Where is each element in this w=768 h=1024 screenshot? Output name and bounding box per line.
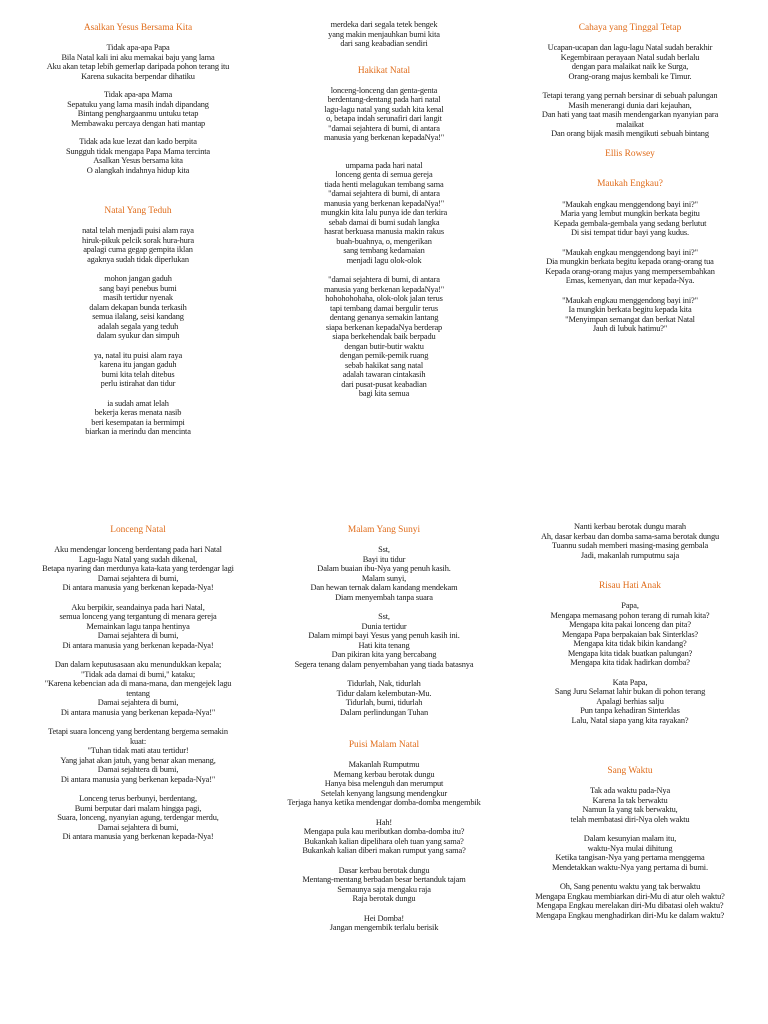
poem-line: telah membatasi diri-Nya oleh waktu (570, 814, 690, 824)
poem-line: Mengapa Engkau menghadirkan diri-Mu ke dalam waktu? (535, 910, 725, 920)
stanza (268, 161, 500, 266)
poem-line: Yang jahat akan jatuh, yang benar akan menang, (60, 755, 216, 765)
poem-line: dengan para malaikat naik ke Surga, (571, 62, 689, 71)
stanza (514, 43, 746, 81)
poem-line: "Karena kebencian ada di mana-mana, dan mengejek lagu (44, 679, 232, 688)
poem-asalkan-yesus (22, 22, 254, 446)
poem-line: agaknya sudah tidak diperlukan (87, 254, 189, 264)
poem-title: Cahaya yang Tinggal Tetap (578, 23, 682, 33)
poem-line: Mengapa Engkau membiarkan diri-Mu di atur oleh waktu? (535, 891, 725, 901)
poem-line: Sepatuku yang lama masih indah dipandang (67, 99, 209, 109)
poem-line: dari pusat-pusat keabadian (341, 379, 427, 389)
poem-line: Sst, (378, 545, 390, 554)
stanza (22, 727, 254, 784)
poem-line: "Maukah engkau menggendong bayi ini?" (562, 199, 698, 209)
stanza (514, 882, 746, 920)
stanza (22, 399, 254, 437)
poem-line: dengan pemik-pemik ruang (339, 351, 429, 360)
poem-line: Raja berotak dungu (352, 894, 416, 903)
poem-line: Dalam buaian ibu-Nya yang penuh kasih. (317, 564, 451, 573)
poem-line: Di antara manusia yang berkenan kepada-Nya! (62, 832, 214, 841)
poem-line: Malam sunyi, (361, 573, 407, 583)
poem-line: Di antara manusia yang berkenan kepada-Nya!" (60, 774, 216, 784)
poem-line: Dalam perlindungan Tuhan (339, 707, 429, 717)
poem-line: Tetapi suara lonceng yang berdentang bergema semakin (48, 727, 228, 736)
poem-line: dengan butir-butir waktu (344, 341, 424, 351)
poem-line: Jadi, makanlah rumputmu saja (580, 550, 680, 560)
poem-line: Di antara manusia yang berkenan kepada-Nya! (62, 640, 214, 650)
stanza (22, 43, 254, 81)
stanza (268, 612, 500, 669)
poem-line: Apalagi berhias salju (596, 696, 664, 706)
poem-line: "damai sejahtera di bumi, di antara (328, 123, 440, 133)
poem-line: mohon jangan gaduh (104, 274, 172, 283)
stanza (514, 786, 746, 824)
poem-line: masih tertidur nyenak (103, 293, 173, 302)
poem-line: Tuannu sudah memberi masing-masing gembala (551, 541, 709, 550)
poem-line: Di sisi tempat tidur bayi yang kudus. (571, 228, 689, 237)
poem-line: Bintang penghargaanmu untuku tetap (77, 109, 199, 118)
poem-line: Semaunya saja mengaku raja (337, 884, 431, 894)
poem-line: Kepada orang-orang majus yang mempersembahkan (545, 266, 715, 276)
poem-line: "Menyimpan semangat dan berkat Natal (565, 314, 695, 324)
poem-title: Sang Waktu (607, 766, 653, 776)
poem-line: o, betapa indah serunafiri dari langit (326, 114, 442, 123)
poem-line: Mengapa kita tidak buatkan palungan? (567, 648, 693, 658)
poem-line: Papa, (621, 601, 639, 610)
poem-line: Mengapa Papa berpakaian bak Sinterklas? (561, 629, 698, 639)
poem-line: Dunia tertidur (361, 621, 407, 631)
poem-line: Dan dalam keputusasaan aku menundukkan kepala; (54, 660, 222, 669)
poem-line: malaikat (616, 119, 644, 129)
poem-line: dentang genanya semakin lantang (329, 313, 439, 322)
poem-line: ia sudah amat lelah (107, 398, 169, 408)
stanza (268, 760, 500, 808)
poem-line: bekerja keras menata nasib (94, 408, 182, 417)
poem-line: sang tembang kedamaian (343, 246, 425, 255)
poem-line: Dan hati yang taat masih mendengarkan nyanyian para (541, 110, 719, 119)
poem-line: Di antara manusia yang berkenan kepada-Nya! (62, 583, 214, 592)
poem-line: Damai sejahtera di bumi, (97, 822, 179, 832)
poem-line: hiruk-pikuk pelcik sorak hura-hura (82, 235, 194, 245)
poem-line: Lagu-lagu Natal yang sudah dikenal, (78, 554, 198, 564)
poem-line: Orang-orang majus kembali ke Timur. (568, 71, 692, 81)
poem-line: Diam menyembah tanpa suara (335, 592, 433, 602)
stanza (22, 226, 254, 264)
poem-line: Dia mungkin berkata begitu kepada orang-orang tua (546, 257, 714, 266)
poem-line: manusia yang berkenan kepadaNya!" (323, 198, 445, 208)
stanza (22, 137, 254, 175)
poem-title: Lonceng Natal (110, 525, 166, 535)
poem-line: Dan orang bijak masih mengikuti sebuah bintang (551, 129, 709, 138)
poem-line: Asalkan Yesus bersama kita (93, 156, 183, 165)
poem-line: Karena sukacita berpendar dihatiku (81, 71, 195, 81)
poem-line: hohohohohaha, olok-olok jalan terus (325, 294, 443, 303)
poem-line: Hanya bisa melenguh dan merumput (324, 779, 444, 788)
stanza-continued (514, 522, 746, 560)
poem-line: semua lonceng yang tergantung di menara gereja (59, 612, 217, 621)
stanza (268, 914, 500, 933)
poem-line: berdentang-dentang pada hari natal (327, 95, 441, 104)
stanza (268, 818, 500, 856)
poem-line: Sang Juru Selamat lahir bukan di pohon terang (554, 687, 706, 696)
poem-line: apalagi cuma gegap gempita iklan (83, 245, 193, 254)
poem-line: Tidurlah, bumi, tidurlah (345, 698, 423, 707)
poem-line: tentang (126, 688, 150, 698)
poem-line: waktu-Nya mulai dihitung (587, 843, 673, 853)
stanza (22, 274, 254, 341)
stanza (268, 866, 500, 904)
poem-title: Asalkan Yesus Bersama Kita (83, 23, 193, 33)
poem-line: Sungguh tidak mengapa Papa Mama tercinta (65, 146, 210, 156)
poem-column-3-bottom (514, 522, 746, 929)
poem-line: Mengapa kita pakai lonceng dan pita? (569, 620, 691, 629)
poem-line: Lalu, Natal siapa yang kita rayakan? (571, 715, 689, 725)
poem-lonceng-natal (22, 524, 254, 851)
poem-line: Tidur dalam kelembutan-Mu. (336, 688, 432, 698)
poem-line: Tidurlah, Nak, tidurlah (347, 679, 421, 688)
poem-line: ya, natal itu puisi alam raya (93, 350, 183, 360)
poem-line: Jangan mengembik terlalu berisik (329, 923, 439, 932)
poem-line: adalah segala yang teduh (97, 321, 179, 331)
poem-line: Damai sejahtera di bumi, (97, 765, 179, 774)
poem-line: Mengapa Engkau merelakan diri-Mu dibatasi oleh waktu? (536, 901, 724, 910)
poem-line: manusia yang berkenan kepadaNya!" (323, 133, 445, 142)
poem-line: hasrat berkuasa manusia makin rakus (324, 227, 444, 236)
poem-line: Betapa nyaring dan merdunya kata-kata yang terdengar lagi (42, 564, 234, 573)
poem-line: Tidak ada kue lezat dan kado berpita (79, 137, 197, 146)
poem-line: karena itu jangan gaduh (99, 360, 177, 369)
poem-cahaya (514, 22, 746, 343)
poem-line: "Maukah engkau menggendong bayi ini?" (562, 247, 698, 257)
poem-line: umpama pada hari natal (345, 160, 423, 170)
poem-line: natal telah menjadi puisi alam raya (82, 226, 194, 235)
poem-line: Jauh di lubuk hatimu?" (592, 324, 668, 333)
stanza (22, 794, 254, 842)
stanza (514, 834, 746, 872)
poem-line: Aku mendengar lonceng berdentang pada hari Natal (54, 545, 222, 554)
poem-line: Mengapa kita tidak bikin kandang? (573, 639, 687, 648)
poem-line: Mengapa kita tidak hadirkan domba? (570, 658, 690, 667)
poem-line: merdeka dari segala tetek bengek (330, 20, 438, 29)
poem-line: Setelah kenyang langsung mendengkur (320, 788, 448, 798)
poem-line: lonceng-lonceng dan genta-genta (330, 85, 438, 95)
poem-line: Ah, dasar kerbau dan domba sama-sama berotak dungu (540, 531, 720, 541)
poem-line: manusia yang berkenan kepadaNya!" (323, 284, 445, 294)
poem-line: Dasar kerbau berotak dungu (338, 865, 430, 875)
poem-line: siapa berkehendak baik berpadu (332, 332, 436, 341)
poem-line: Terjaga hanya ketika mendengar domba-domba mengembik (287, 798, 481, 807)
poem-line: Namun Ia yang tak berwaktu, (582, 805, 678, 814)
poem-line: Hei Domba! (363, 913, 405, 923)
stanza (22, 90, 254, 128)
poem-line: Damai sejahtera di bumi, (97, 573, 179, 583)
poem-line: Membawaku percaya dengan hati mantap (70, 118, 206, 128)
poem-line: Dalam kesunyian malam itu, (583, 834, 677, 843)
stanza (514, 91, 746, 139)
poem-line: Emas, kemenyan, dan mur kepada-Nya. (565, 276, 695, 285)
poem-line: "damai sejahtera di bumi, di antara (328, 189, 440, 198)
poem-line: kuat: (130, 736, 146, 746)
poem-line: sebab hakikat sang natal (344, 360, 424, 370)
poem-line: Memainkan lagu tanpa hentinya (86, 621, 190, 631)
poem-line: Karena Ia tak berwaktu (592, 795, 668, 805)
poem-title: Maukah Engkau? (597, 178, 663, 189)
poem-line: Ketika tangisan-Nya yang pertama menggema (555, 853, 705, 862)
poem-line: Segera tenang dalam penyembahan yang tiada batasnya (294, 659, 474, 669)
poem-line: Hati kita tenang (358, 640, 410, 650)
poem-line: "Maukah engkau menggendong bayi ini?" (562, 295, 698, 305)
poem-line: Oh, Sang penentu waktu yang tak berwaktu (559, 882, 701, 891)
poem-line: Dan hewan ternak dalam kandang mendekam (310, 583, 458, 592)
poem-line: Tidak apa-apa Mama (103, 90, 173, 99)
poem-line: Maria yang lembut mungkin berkata begitu (560, 209, 700, 218)
poem-line: Damai sejahtera di bumi, (97, 631, 179, 640)
poem-line: Bumi berputar dari malam hingga pagi, (74, 803, 202, 813)
poem-line: Lonceng terus berbunyi, berdentang, (79, 794, 197, 803)
poem-line: beri kesempatan ia bermimpi (91, 417, 185, 427)
poem-line: Sst, (378, 612, 390, 621)
poem-line: dalam dekapan bunda terkasih (89, 302, 187, 312)
poem-line: Tidak apa-apa Papa (106, 43, 170, 52)
poem-line: Mengapa memasang pohon terang di rumah kita? (550, 610, 710, 620)
poem-line: Aku berpikir, seandainya pada hari Natal, (71, 602, 205, 612)
poem-line: Masih menerangi dunia dari kejauhan, (568, 100, 692, 110)
poem-title: Malam Yang Sunyi (347, 525, 421, 535)
stanza (22, 545, 254, 593)
poem-line: bumi kita telah ditebus (101, 369, 175, 379)
poem-line: "Tidak ada damai di bumi," kataku; (80, 669, 195, 679)
poem-title: Natal Yang Teduh (104, 206, 172, 216)
stanza (514, 601, 746, 668)
poem-line: tapi tembang damai bergulir terus (330, 303, 438, 313)
poem-line: Suara, lonceng, nyanyian agung, terdengar merdu, (57, 813, 219, 822)
stanza (514, 296, 746, 334)
poem-author: Ellis Rowsey (605, 148, 655, 159)
poem-line: Pun tanpa kehadiran Sinterklas (580, 706, 680, 715)
poem-line: Mengapa pula kau meributkan domba-domba itu? (303, 827, 465, 836)
poem-line: Ucapan-ucapan dan lagu-lagu Natal sudah berakhir (547, 43, 713, 52)
poem-line: Ia mungkin berkata begitu kepada kita (568, 305, 692, 314)
poem-line: siapa berkenan kepadaNya berderap (325, 322, 443, 332)
stanza (22, 351, 254, 389)
poem-line: "Tuhan tidak mati atau tertidur! (87, 746, 189, 755)
poem-line: yang makin menjauhkan bumi kita (328, 29, 440, 39)
poem-line: lonceng genta di semua gereja (335, 170, 433, 179)
poem-line: Mendetakkan waktu-Nya yang pertama di bumi. (552, 862, 708, 872)
poem-line: bagi kita semua (358, 389, 410, 398)
poem-title: Puisi Malam Natal (348, 740, 420, 750)
poem-line: buah-buahnya, o, mengerikan (336, 236, 432, 246)
poem-line: Tak ada waktu pada-Nya (589, 786, 671, 795)
poem-line: Nanti kerbau berotak dungu marah (574, 522, 686, 531)
poem-line: Kepada gembala-gembala yang sedang berlutut (553, 218, 707, 228)
poem-line: Bila Natal kali ini aku memakai baju yang lama (61, 52, 215, 62)
poem-line: semua ilalang, seisi kandang (92, 312, 184, 321)
poem-line: lagu-lagu natal yang sudah kita kenal (324, 104, 444, 114)
poem-line: O alangkah indahnya hidup kita (86, 165, 190, 175)
poem-line: mungkin kita lalu punya ide dan terkira (320, 208, 448, 217)
poem-line: Kata Papa, (612, 677, 648, 687)
poem-line: Kegembiraan perayaan Natal sudah berlalu (560, 52, 700, 62)
poem-line: Aku akan tetap lebih gemerlap daripada pohon terang itu (46, 62, 230, 71)
poem-line: Damai sejahtera di bumi, (97, 698, 179, 707)
stanza (268, 545, 500, 602)
stanza (268, 86, 500, 143)
poem-line: Bayi itu tidur (362, 554, 406, 564)
stanza (514, 248, 746, 286)
poem-line: dalam syukur dan simpuh (96, 331, 180, 340)
poem-line: adalah tawaran cintakasih (342, 370, 426, 379)
poem-line: Makanlah Rumputmu (348, 760, 420, 769)
stanza (514, 678, 746, 726)
poem-line: tiada henti melagukan tembang sama (324, 179, 444, 189)
stanza-continued (268, 20, 500, 49)
poem-hakikat-natal (268, 20, 500, 408)
poem-title: Hakikat Natal (357, 65, 411, 76)
poem-line: Hah! (375, 817, 393, 827)
poem-line: Bukankah kalian dipelihara oleh tuan yang sama? (304, 836, 464, 846)
poem-line: Dan pikiran kita yang bercabang (331, 650, 437, 659)
poem-line: menjadi lagu olok-olok (346, 255, 422, 265)
poem-line: biarkan ia merindu dan mencinta (85, 427, 191, 436)
poem-malam-sunyi (268, 524, 500, 942)
poem-line: dari sang keabadian sendiri (340, 39, 428, 48)
poem-line: Di antara manusia yang berkenan kepada-Nya!" (60, 707, 216, 717)
stanza (514, 200, 746, 238)
stanza (22, 603, 254, 651)
poem-line: Memang kerbau berotak dungu (333, 769, 435, 779)
poem-line: perlu istirahat dan tidur (100, 379, 176, 388)
poem-line: "damai sejahtera di bumi, di antara (328, 275, 440, 284)
stanza (268, 679, 500, 717)
poem-line: Tetapi terang yang pernah bersinar di sebuah palungan (542, 91, 718, 100)
poem-line: sang bayi penebus bumi (99, 283, 177, 293)
poem-title: Risau Hati Anak (599, 581, 661, 591)
poem-line: Bukankah kalian diberi makan rumput yang sama? (302, 846, 466, 855)
poem-line: Dalam mimpi bayi Yesus yang penuh kasih ini. (308, 631, 460, 640)
poem-line: sebab damai di bumi sudah langka (328, 217, 440, 227)
poem-line: Mentang-mentang berbadan besar bertanduk tajam (302, 875, 466, 884)
stanza (268, 275, 500, 399)
stanza (22, 660, 254, 717)
